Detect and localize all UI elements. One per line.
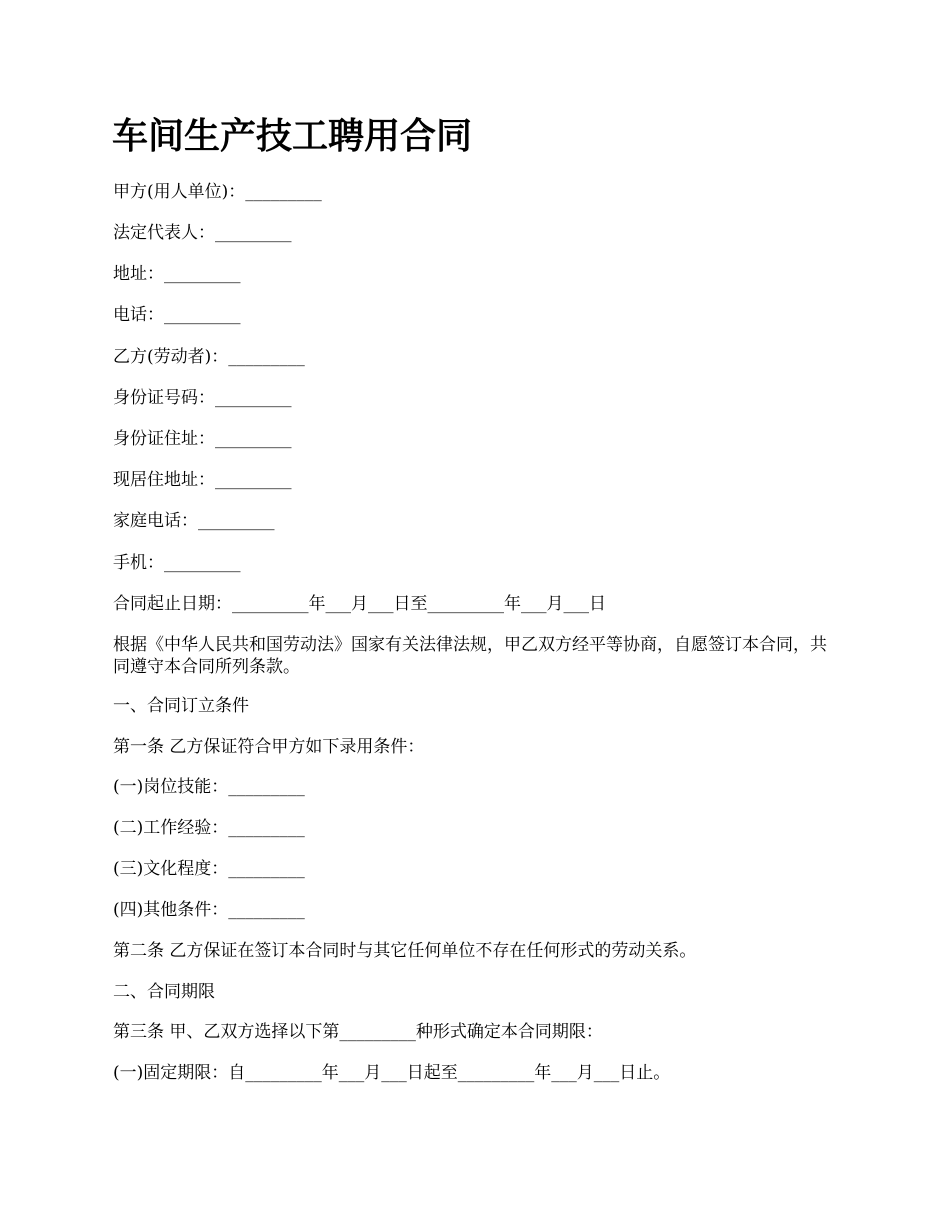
legal-representative-line: 法定代表人：_________: [113, 223, 292, 243]
condition-other-line: (四)其他条件：_________: [113, 900, 305, 920]
id-number-line: 身份证号码：_________: [113, 388, 292, 408]
document-title: 车间生产技工聘用合同: [112, 115, 473, 157]
condition-experience-line: (二)工作经验：_________: [113, 818, 305, 838]
contract-period-line: 合同起止日期：_________年___月___日至_________年___月___日: [113, 594, 606, 614]
preamble-paragraph: 根据《中华人民共和国劳动法》国家有关法律法规，甲乙双方经平等协商，自愿签订本合同，共同遵守本合同所列条款。: [113, 635, 827, 677]
condition-education-line: (三)文化程度：_________: [113, 859, 305, 879]
article-2: 第二条 乙方保证在签订本合同时与其它任何单位不存在任何形式的劳动关系。: [113, 941, 697, 961]
article-1: 第一条 乙方保证符合甲方如下录用条件：: [113, 737, 425, 757]
current-address-line: 现居住地址：_________: [113, 470, 292, 490]
fixed-term-line: (一)固定期限：自_________年___月___日起至_________年___月___日止。: [113, 1063, 671, 1083]
party-b-name-line: 乙方(劳动者)：_________: [113, 347, 305, 367]
party-a-name-line: 甲方(用人单位)：_________: [113, 182, 322, 202]
condition-skill-line: (一)岗位技能：_________: [113, 777, 305, 797]
section-heading-1: 一、合同订立条件: [113, 696, 249, 716]
section-heading-2: 二、合同期限: [113, 982, 215, 1002]
id-address-line: 身份证住址：_________: [113, 429, 292, 449]
home-phone-line: 家庭电话：_________: [113, 511, 275, 531]
mobile-phone-line: 手机：_________: [113, 553, 241, 573]
party-a-address-line: 地址：_________: [113, 264, 241, 284]
party-a-phone-line: 电话：_________: [113, 305, 241, 325]
article-3: 第三条 甲、乙双方选择以下第_________种形式确定本合同期限：: [113, 1022, 603, 1042]
